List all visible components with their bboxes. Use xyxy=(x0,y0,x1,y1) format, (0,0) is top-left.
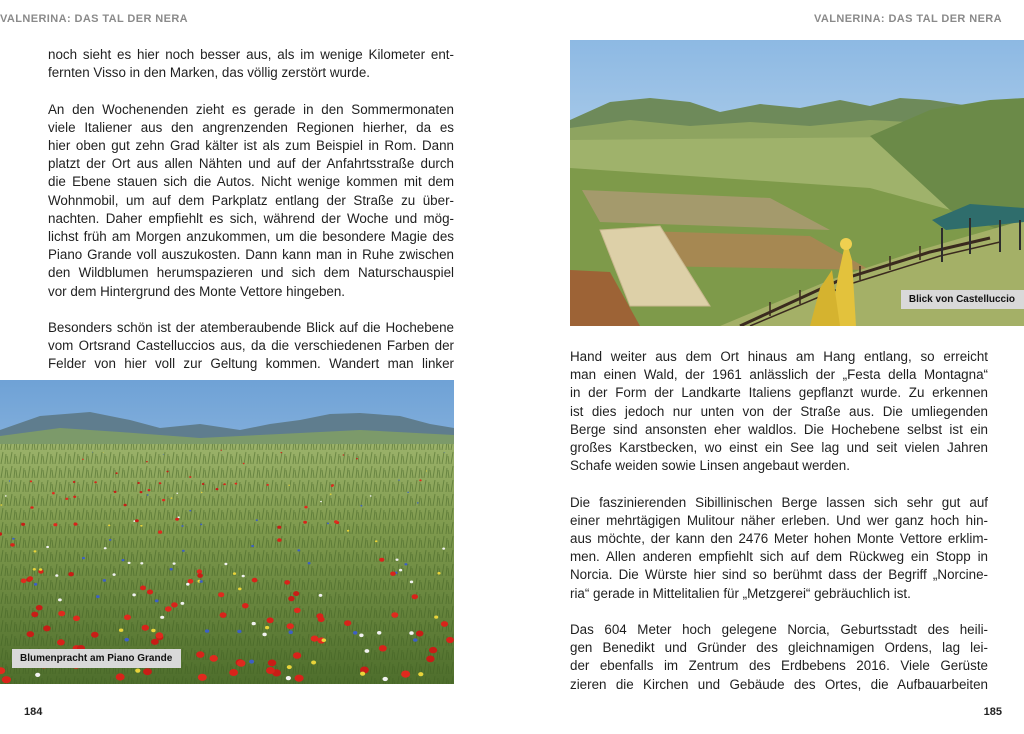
text-line: lichst früh am Morgen anzukommen, um die besondere Magie des xyxy=(48,229,454,245)
text-line: aus möchte, der kann den 2476 Meter hohen Monte Vettore erklim- xyxy=(570,531,988,547)
photo-caption-right: Blick von Castelluccio xyxy=(901,290,1024,309)
castelluccio-view-photo xyxy=(570,40,1024,326)
paragraph xyxy=(570,348,988,475)
text-line: platzt der Ort aus allen Nähten und auf der Anfahrtsstraße durch xyxy=(48,156,454,172)
paragraph xyxy=(570,494,988,603)
text-line: Norcia. Die Würste hier sind so berühmt dass der Begriff „Norcine- xyxy=(570,567,988,583)
flower-meadow-image xyxy=(0,380,454,684)
text-line: vor dem Hintergrund des Monte Vettore hingeben. xyxy=(48,283,346,299)
paragraph xyxy=(48,101,454,301)
text-line: der ebenfalls im Zentrum des Erdbebens 2016. Viele Gerüste xyxy=(570,658,988,674)
text-line: viele Italiener aus den angrenzenden Regionen hierher, da es xyxy=(48,119,454,135)
text-line: großes Karstbecken, wo einst ein See lag und seit vielen Jahren xyxy=(570,440,988,456)
text-line: Schafe weiden sowie Linsen angebaut werden. xyxy=(570,458,850,474)
body-text-right xyxy=(570,348,988,694)
castelluccio-view-image xyxy=(570,40,1024,326)
text-line: Wohnmobil, um auf dem Parkplatz entlang der Straße zu über- xyxy=(48,192,454,208)
text-line: die Ebene stauen sich die Autos. Nicht wenige kommen mit dem xyxy=(48,174,454,190)
text-line: men. Allen anderen empfiehlt sich auf dem Rückweg ein Stopp in xyxy=(570,549,988,565)
paragraph xyxy=(570,621,988,694)
text-line: man einen Wald, der 1961 anlässlich der „Festa della Montagna“ xyxy=(570,367,988,383)
text-line: ria“ gerade in Mittelitalien für „Metzgerei“ gebräuchlich ist. xyxy=(570,585,911,601)
photo-caption-left: Blumenpracht am Piano Grande xyxy=(12,649,181,668)
text-line: Hand weiter aus dem Ort hinaus am Hang entlang, so erreicht xyxy=(570,349,988,364)
text-line: Felder von hier voll zur Geltung kommen. Wandert man linker xyxy=(48,356,454,372)
text-line: hier oben gut zehn Grad kälter ist als zum Beispiel in Rom. Dann xyxy=(48,138,454,153)
text-line: zieren die Kirchen und Gebäude des Ortes, die Aufbauarbeiten xyxy=(570,676,988,692)
running-head-right: VALNERINA: DAS TAL DER NERA xyxy=(813,13,1002,25)
text-line: nachten. Daher empfiehlt es sich, während der Woche und mög- xyxy=(48,210,454,226)
text-line: Das 604 Meter hoch gelegene Norcia, Geburtsstadt des heili- xyxy=(570,622,988,638)
text-line: Die faszinierenden Sibillinischen Berge lassen sich sehr gut auf xyxy=(570,494,988,510)
running-head-left: VALNERINA: DAS TAL DER NERA xyxy=(0,13,189,25)
page-number-right: 185 xyxy=(983,706,1002,718)
text-line: gen Benedikt und Gründer des gleichnamigen Ordens, lag lei- xyxy=(570,640,988,656)
right-page xyxy=(512,0,1024,734)
text-line: Berge sind ansonsten eher waldlos. Die Hochebene selbst ist ein xyxy=(570,421,988,437)
text-line: einer mehrtägigen Mulitour näher erleben. Und wer ganz hoch hin- xyxy=(570,512,988,528)
paragraph xyxy=(48,319,454,374)
text-line: fernten Visso in den Marken, das völlig zerstört wurde. xyxy=(48,65,371,81)
text-line: Piano Grande voll auszukosten. Dann kann man in Ruhe zwischen xyxy=(48,247,454,263)
text-line: ist dies jedoch nur unten von der Straße aus. Die umliegenden xyxy=(570,403,988,419)
paragraph xyxy=(48,46,454,82)
text-line: Besonders schön ist der atemberaubende Blick auf die Hochebene xyxy=(48,320,454,336)
text-line: in der Form der Landkarte Italiens gepflanzt wurde. Zu erkennen xyxy=(570,385,988,401)
flower-meadow-photo xyxy=(0,380,454,684)
page-number-left: 184 xyxy=(24,706,43,718)
body-text-left xyxy=(48,46,454,374)
text-line: den Wildblumen herumspazieren und sich dem Naturschauspiel xyxy=(48,265,454,281)
text-line: An den Wochenenden zieht es gerade in den Sommermonaten xyxy=(48,101,454,117)
text-line: vom Ortsrand Castelluccios aus, da die verschiedenen Farben der xyxy=(48,338,454,354)
text-line: noch sieht es hier noch besser aus, als im wenige Kilometer ent- xyxy=(48,47,454,62)
